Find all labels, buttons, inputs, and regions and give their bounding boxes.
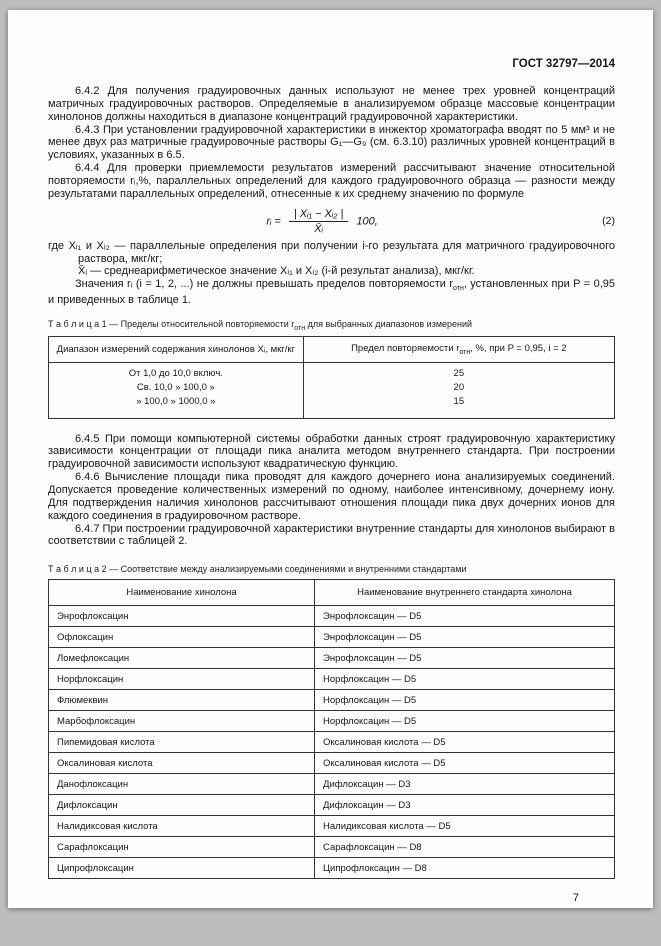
formula-suffix: 100, xyxy=(356,215,378,228)
standard-name: Норфлоксацин — D5 xyxy=(315,669,615,690)
table2-caption-label: Т а б л и ц а 2 xyxy=(48,564,107,575)
table1-range-cell xyxy=(49,363,304,418)
where-definition-1: где Xᵢ₁ и Xᵢ₂ — параллельные определения при получении i-го результата для матричного градуировочного раствора, мкг/кг; xyxy=(48,239,615,265)
table1-col2-pre: Предел повторяемости r xyxy=(351,343,460,355)
values-note-sub: отн xyxy=(453,285,464,293)
page-number: 7 xyxy=(572,892,579,905)
standard-name: Энрофлоксацин — D5 xyxy=(315,606,615,627)
quinolone-name: Флюмеквин xyxy=(49,690,315,711)
table-row xyxy=(49,753,615,774)
table1-range-2: Св. 10,0 » 100,0 » xyxy=(136,382,215,393)
paragraph-6-4-4: 6.4.4 Для проверки приемлемости результатов измерений рассчитывают значение относительной повторяемости rᵢ,%, параллельных определений для каждого градуировочного образца — разности между результатами параллельных определений, отнесенные к их среднему значению по формуле xyxy=(48,162,615,200)
where-definition-2: X̄ᵢ — среднеарифметическое значение Xᵢ₁ и Xᵢ₂ (i-й результат анализа), мкг/кг. xyxy=(78,265,475,278)
table1-col2-header xyxy=(303,337,614,363)
quinolone-name: Данофлоксацин xyxy=(49,774,315,795)
table-row xyxy=(49,732,615,753)
table1-caption xyxy=(48,319,615,332)
quinolone-name: Офлоксацин xyxy=(49,627,315,648)
values-note xyxy=(48,278,615,306)
quinolone-name: Ципрофлоксацин xyxy=(49,858,315,879)
table1-col1-header: Диапазон измерений содержания хинолонов Xᵢ, мкг/кг xyxy=(49,337,304,363)
quinolone-name: Сарафлоксацин xyxy=(49,837,315,858)
table1-caption-label: Т а б л и ц а 1 xyxy=(48,318,107,329)
table-row xyxy=(49,816,615,837)
table-row xyxy=(49,690,615,711)
standard-name: Дифлоксацин — D3 xyxy=(315,795,615,816)
table1-col2-sub: отн xyxy=(459,349,471,357)
formula-expression xyxy=(48,208,596,235)
standard-name: Налидиксовая кислота — D5 xyxy=(315,816,615,837)
doc-header: ГОСТ 32797—2014 xyxy=(512,58,615,70)
quinolone-name: Марбофлоксацин xyxy=(49,711,315,732)
quinolone-name: Налидиксовая кислота xyxy=(49,816,315,837)
quinolone-name: Оксалиновая кислота xyxy=(49,753,315,774)
table2-header-row xyxy=(49,580,615,606)
standard-name: Оксалиновая кислота — D5 xyxy=(315,753,615,774)
table1-col2-post: , %, при P = 0,95, i = 2 xyxy=(470,343,567,355)
values-note-post: , установленных при P = 0,95 и приведенных в таблице 1. xyxy=(48,278,616,306)
paragraph-6-4-6: 6.4.6 Вычисление площади пика проводят для каждого дочернего иона анализируемых соединений. Допускается проведение количественных измерений по одному, наиболее интенсивному, дочернему иону. Для подтверждения наличия хинолонов рассчитывают отношения площади пика двух дочерних ионов для каждого соединения в градуировочном растворе. xyxy=(48,471,615,522)
table1-range-1: От 1,0 до 10,0 включ. xyxy=(128,368,223,380)
standard-name: Ципрофлоксацин — D8 xyxy=(315,858,615,879)
table1-limit-cell xyxy=(303,363,614,418)
standard-name: Норфлоксацин — D5 xyxy=(315,690,615,711)
table2 xyxy=(48,579,615,879)
table-row xyxy=(49,627,615,648)
paragraph-6-4-3: 6.4.3 При установлении градуировочной характеристики в инжектор хроматографа вводят по 5 мм³ и не менее двух раз матричные градуировочные растворы G₁—G₉ (см. 6.3.10) различных уровней концентраций в условиях, указанных в 6.5. xyxy=(48,123,615,162)
table1-limit-3: 15 xyxy=(453,395,465,407)
table-row xyxy=(49,648,615,669)
standard-name: Энрофлоксацин — D5 xyxy=(315,648,615,669)
table1-header-row xyxy=(49,337,615,363)
table-row xyxy=(49,669,615,690)
table2-caption-text: — Соответствие между анализируемыми соединениями и внутренними стандартами xyxy=(106,564,467,575)
paragraph-6-4-2: 6.4.2 Для получения градуировочных данных используют не менее трех уровней концентраций матричных градуировочных растворов. Определяемые в анализируемом образце массовые концентрации хинолонов должны находиться в диапазоне концентраций градуировочной характеристики. xyxy=(48,85,615,123)
table-row xyxy=(49,837,615,858)
quinolone-name: Энрофлоксацин xyxy=(49,606,315,627)
table1-range-3: » 100,0 » 1000,0 » xyxy=(136,395,216,407)
table2-caption xyxy=(48,564,615,574)
quinolone-name: Ломефлоксацин xyxy=(49,648,315,669)
table1-caption-pre: — Пределы относительной повторяемости r xyxy=(106,318,295,329)
table-row xyxy=(49,606,615,627)
table-row xyxy=(49,774,615,795)
table2-col1-header: Наименование хинолона xyxy=(49,580,315,606)
values-note-pre: Значения rᵢ (i = 1, 2, ...) не должны превышать пределов повторяемости r xyxy=(75,278,453,291)
formula-numerator: | Xᵢ₁ − Xᵢ₂ | xyxy=(289,208,348,222)
quinolone-name: Норфлоксацин xyxy=(49,669,315,690)
standard-name: Сарафлоксацин — D8 xyxy=(315,837,615,858)
standard-name: Дифлоксацин — D3 xyxy=(315,774,615,795)
table-row xyxy=(49,711,615,732)
paragraph-6-4-5: 6.4.5 При помощи компьютерной системы обработки данных строят градуировочную характеристику зависимости концентрации от площади пика аналита методом внутреннего стандарта. При построении градуировочной зависимости используют квадратическую функцию. xyxy=(48,432,615,471)
quinolone-name: Пипемидовая кислота xyxy=(49,732,315,753)
formula xyxy=(48,208,615,235)
formula-fraction xyxy=(289,208,348,235)
standard-name: Оксалиновая кислота — D5 xyxy=(315,732,615,753)
table-row xyxy=(49,858,615,879)
formula-number: (2) xyxy=(602,215,615,228)
standard-name: Энрофлоксацин — D5 xyxy=(315,627,615,648)
standard-name: Норфлоксацин — D5 xyxy=(315,711,615,732)
paragraph-6-4-7: 6.4.7 При построении градуировочной характеристики внутренние стандарты для хинолонов выбирают в соответствии с таблицей 2. xyxy=(48,522,615,548)
table1-caption-post: для выбранных диапазонов измерений xyxy=(305,318,473,329)
table-row xyxy=(49,795,615,816)
formula-denominator: X̄ᵢ xyxy=(314,222,323,235)
table1 xyxy=(48,336,615,418)
document-page xyxy=(8,10,653,908)
quinolone-name: Дифлоксацин xyxy=(49,795,315,816)
table2-col2-header: Наименование внутреннего стандарта хинолона xyxy=(315,580,615,606)
table1-caption-sub: отн xyxy=(294,324,306,332)
table1-limit-1: 25 xyxy=(453,368,465,380)
table1-limit-2: 20 xyxy=(453,382,465,393)
table1-data-row xyxy=(49,363,615,418)
formula-lhs: rᵢ = xyxy=(266,215,281,228)
